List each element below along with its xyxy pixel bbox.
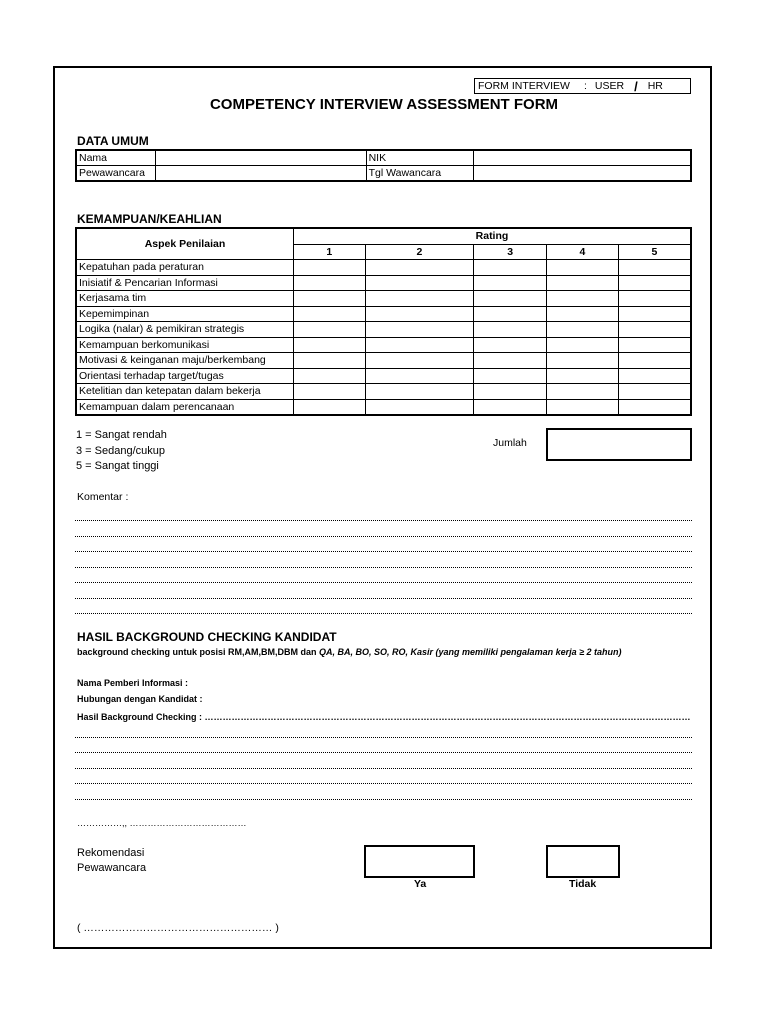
- form-page: [53, 66, 712, 949]
- hasil-dots[interactable]: ………………………………………………………………………………………………………………………………………………: [204, 712, 691, 722]
- table-row: [76, 275, 691, 291]
- rating-cell-5[interactable]: [618, 384, 691, 400]
- ya-label: Ya: [414, 878, 427, 890]
- rating-cell-2[interactable]: [365, 384, 474, 400]
- rating-cell-1[interactable]: [293, 337, 365, 353]
- rating-cell-4[interactable]: [547, 275, 619, 291]
- rating-cell-1[interactable]: [293, 384, 365, 400]
- table-row: [76, 260, 691, 276]
- nama-label: Nama: [76, 150, 156, 166]
- rating-cell-4[interactable]: [547, 384, 619, 400]
- background-subtitle: [77, 647, 622, 657]
- rating-col-4: 4: [547, 244, 619, 260]
- nama-pemberi-label: Nama Pemberi Informasi :: [77, 678, 189, 688]
- legend-5: 5 = Sangat tinggi: [76, 460, 159, 472]
- legend-1: 1 = Sangat rendah: [76, 429, 167, 441]
- jumlah-label: Jumlah: [493, 437, 527, 449]
- rating-cell-1[interactable]: [293, 291, 365, 307]
- rating-cell-5[interactable]: [618, 260, 691, 276]
- hasil-row: [77, 712, 691, 722]
- rating-cell-4[interactable]: [547, 322, 619, 338]
- rating-cell-1[interactable]: [293, 322, 365, 338]
- form-title: COMPETENCY INTERVIEW ASSESSMENT FORM: [209, 96, 559, 113]
- aspek-label: Kemampuan berkomunikasi: [76, 337, 293, 353]
- nik-field[interactable]: [474, 150, 691, 166]
- komentar-line[interactable]: [75, 582, 692, 583]
- rating-cell-2[interactable]: [365, 399, 474, 415]
- trailing-dots: ……………,, …………………………………: [77, 818, 247, 828]
- rating-col-3: 3: [474, 244, 547, 260]
- rating-cell-1[interactable]: [293, 399, 365, 415]
- aspek-label: Kemampuan dalam perencanaan: [76, 399, 293, 415]
- rating-header: Rating: [293, 228, 691, 244]
- table-row: [76, 150, 691, 166]
- rating-cell-1[interactable]: [293, 275, 365, 291]
- rating-cell-5[interactable]: [618, 291, 691, 307]
- background-line[interactable]: [75, 768, 692, 769]
- komentar-label: Komentar :: [77, 491, 129, 503]
- table-row: [76, 384, 691, 400]
- rating-cell-5[interactable]: [618, 337, 691, 353]
- form-type-user[interactable]: USER: [594, 80, 625, 92]
- rating-cell-3[interactable]: [474, 291, 547, 307]
- rating-cell-3[interactable]: [474, 399, 547, 415]
- rating-cell-4[interactable]: [547, 291, 619, 307]
- aspek-label: Logika (nalar) & pemikiran strategis: [76, 322, 293, 338]
- form-type-hr[interactable]: HR: [647, 80, 663, 92]
- rating-cell-3[interactable]: [474, 384, 547, 400]
- rating-col-1: 1: [293, 244, 365, 260]
- rating-cell-4[interactable]: [547, 353, 619, 369]
- komentar-line[interactable]: [75, 613, 692, 614]
- table-row: [76, 322, 691, 338]
- table-row: [76, 306, 691, 322]
- rating-cell-5[interactable]: [618, 275, 691, 291]
- table-row: [76, 399, 691, 415]
- rating-cell-4[interactable]: [547, 260, 619, 276]
- rating-cell-4[interactable]: [547, 306, 619, 322]
- pewawancara-field[interactable]: [156, 166, 366, 182]
- aspek-label: Kepemimpinan: [76, 306, 293, 322]
- rating-cell-2[interactable]: [365, 337, 474, 353]
- aspek-label: Motivasi & keinganan maju/berkembang: [76, 353, 293, 369]
- komentar-line[interactable]: [75, 598, 692, 599]
- komentar-line[interactable]: [75, 551, 692, 552]
- table-row: [76, 368, 691, 384]
- komentar-line[interactable]: [75, 520, 692, 521]
- aspek-label: Orientasi terhadap target/tugas: [76, 368, 293, 384]
- rekomendasi-label-1: Rekomendasi: [77, 847, 145, 859]
- form-type-slash: /: [634, 78, 638, 94]
- table-row: [76, 353, 691, 369]
- hubungan-label: Hubungan dengan Kandidat :: [77, 694, 203, 704]
- form-type-label: FORM INTERVIEW: [478, 80, 570, 92]
- komentar-line[interactable]: [75, 567, 692, 568]
- rating-cell-3[interactable]: [474, 275, 547, 291]
- aspek-label: Ketelitian dan ketepatan dalam bekerja: [76, 384, 293, 400]
- rating-table: [75, 227, 692, 416]
- komentar-line[interactable]: [75, 536, 692, 537]
- tgl-wawancara-label: Tgl Wawancara: [366, 166, 474, 182]
- table-row: [76, 337, 691, 353]
- rating-cell-2[interactable]: [365, 260, 474, 276]
- background-subtitle-normal: background checking untuk posisi RM,AM,BM,DBM dan: [77, 647, 320, 657]
- jumlah-field[interactable]: [546, 428, 692, 461]
- signature-line[interactable]: ( ……………………………………………… ): [77, 922, 279, 934]
- rating-cell-2[interactable]: [365, 306, 474, 322]
- background-line[interactable]: [75, 799, 692, 800]
- ya-checkbox[interactable]: [364, 845, 475, 878]
- rating-cell-5[interactable]: [618, 353, 691, 369]
- aspek-label: Kerjasama tim: [76, 291, 293, 307]
- rating-cell-3[interactable]: [474, 337, 547, 353]
- rating-cell-2[interactable]: [365, 368, 474, 384]
- background-line[interactable]: [75, 737, 692, 738]
- rating-cell-3[interactable]: [474, 260, 547, 276]
- hasil-label: Hasil Background Checking :: [77, 712, 203, 722]
- rating-cell-2[interactable]: [365, 353, 474, 369]
- aspek-label: Kepatuhan pada peraturan: [76, 260, 293, 276]
- background-heading: HASIL BACKGROUND CHECKING KANDIDAT: [77, 630, 337, 644]
- table-row: [76, 166, 691, 182]
- rating-cell-5[interactable]: [618, 399, 691, 415]
- rating-cell-1[interactable]: [293, 260, 365, 276]
- rating-cell-3[interactable]: [474, 353, 547, 369]
- tgl-wawancara-field[interactable]: [474, 166, 691, 182]
- rekomendasi-label-2: Pewawancara: [77, 862, 147, 874]
- tidak-label: Tidak: [569, 878, 597, 890]
- rating-cell-4[interactable]: [547, 399, 619, 415]
- rating-cell-3[interactable]: [474, 322, 547, 338]
- aspek-header: Aspek Penilaian: [76, 228, 293, 260]
- data-umum-table: [75, 149, 692, 182]
- rating-cell-5[interactable]: [618, 306, 691, 322]
- rating-cell-2[interactable]: [365, 322, 474, 338]
- tidak-checkbox[interactable]: [546, 845, 620, 878]
- rating-cell-2[interactable]: [365, 275, 474, 291]
- nama-field[interactable]: [156, 150, 366, 166]
- background-subtitle-italic: QA, BA, BO, SO, RO, Kasir (yang memiliki pengalaman kerja ≥ 2 tahun): [319, 647, 622, 657]
- rating-cell-5[interactable]: [618, 368, 691, 384]
- rating-cell-4[interactable]: [547, 368, 619, 384]
- background-line[interactable]: [75, 752, 692, 753]
- form-type-box: [474, 78, 691, 94]
- rating-cell-3[interactable]: [474, 306, 547, 322]
- rating-cell-1[interactable]: [293, 353, 365, 369]
- pewawancara-label: Pewawancara: [76, 166, 156, 182]
- rating-cell-5[interactable]: [618, 322, 691, 338]
- aspek-label: Inisiatif & Pencarian Informasi: [76, 275, 293, 291]
- rating-col-2: 2: [365, 244, 474, 260]
- kemampuan-heading: KEMAMPUAN/KEAHLIAN: [77, 212, 222, 226]
- data-umum-heading: DATA UMUM: [77, 134, 149, 148]
- rating-col-5: 5: [618, 244, 691, 260]
- rating-cell-4[interactable]: [547, 337, 619, 353]
- background-line[interactable]: [75, 783, 692, 784]
- rating-cell-2[interactable]: [365, 291, 474, 307]
- rating-cell-1[interactable]: [293, 306, 365, 322]
- rating-cell-1[interactable]: [293, 368, 365, 384]
- legend-3: 3 = Sedang/cukup: [76, 445, 165, 457]
- table-row: [76, 291, 691, 307]
- form-type-sep: :: [583, 80, 587, 92]
- nik-label: NIK: [366, 150, 474, 166]
- rating-cell-3[interactable]: [474, 368, 547, 384]
